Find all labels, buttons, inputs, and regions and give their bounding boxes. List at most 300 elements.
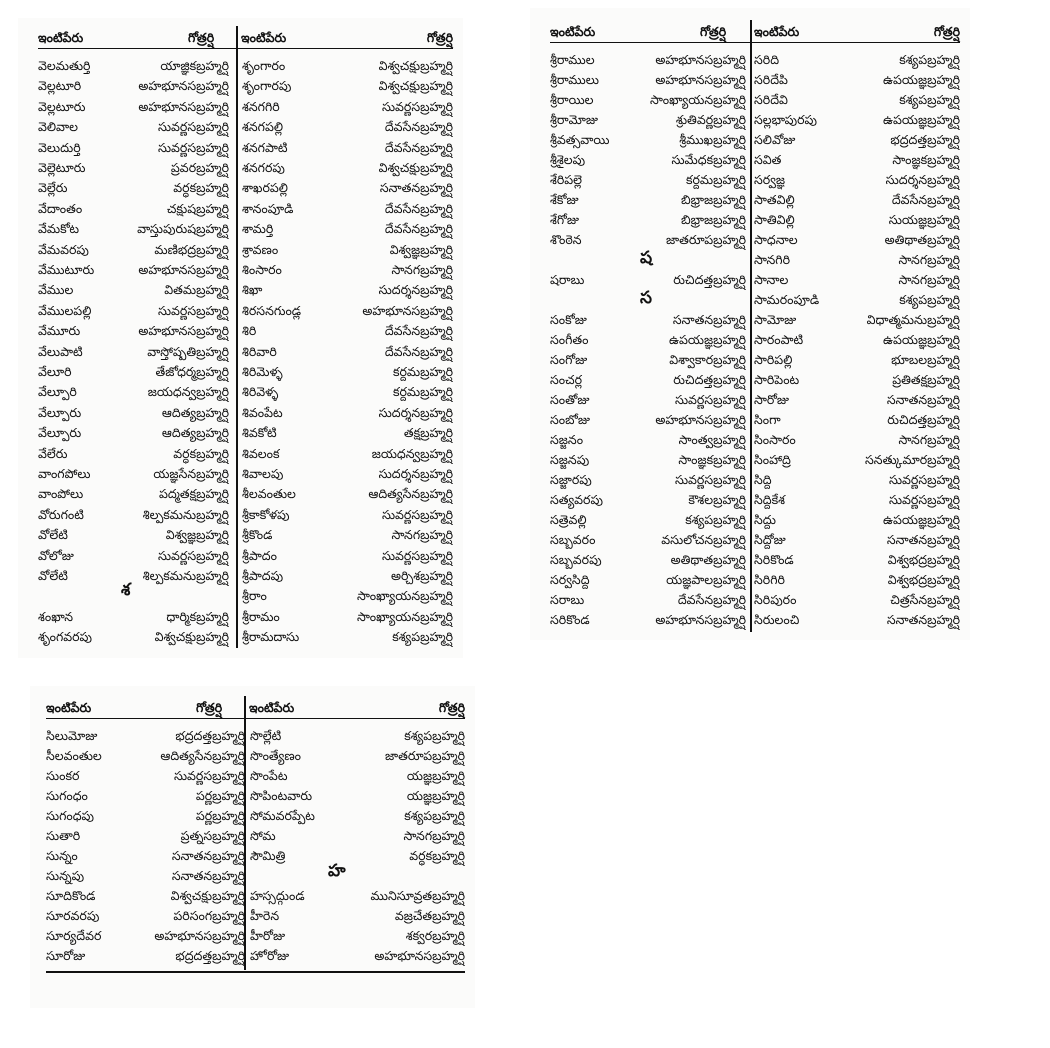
surname-cell-2: సిరిగిరి	[754, 572, 785, 587]
surname-cell-2: శిరి	[242, 323, 257, 339]
surname-cell: సత్యవరపు	[550, 492, 603, 507]
surname-cell-2: శానంపూడి	[242, 200, 294, 216]
table-row	[38, 525, 453, 545]
table-row	[550, 530, 960, 550]
surname-cell: శేకోజు	[550, 192, 579, 207]
gotram-cell: అహభూనసబ్రహ్మర్షి	[655, 612, 746, 627]
surname-cell: వోలేటి	[38, 568, 68, 583]
gotram-cell-2: విశ్వచక్షుబ్రహ్మర్షి	[378, 160, 453, 175]
table-row	[550, 70, 960, 90]
table-row	[550, 150, 960, 170]
surname-cell-2: సొంపేట	[250, 768, 288, 783]
gotram-cell: యజ్ఞసేనబ్రహ్మర్షి	[153, 466, 229, 481]
table-row	[550, 50, 960, 70]
surname-cell: సజ్జనపు	[550, 452, 590, 467]
gotram-cell-2: సానగబ్రహ్మర్షి	[898, 432, 960, 447]
gotram-cell-2: సుదర్శనబ్రహ్మర్షి	[378, 282, 453, 298]
gotram-cell-2: సానగబ్రహ్మర్షి	[898, 272, 960, 287]
surname-cell: సుతారి	[46, 828, 81, 843]
gotram-cell-2: సుదర్శనబ్రహ్మర్షి	[885, 172, 960, 187]
gotram-cell: సువర్ణసబ్రహ్మర్షి	[157, 302, 229, 318]
surname-cell: వెల్లెటూరు	[38, 160, 86, 175]
surname-cell-2: సొంత్యేణం	[250, 748, 301, 763]
gotram-cell: సుమేధకబ్రహ్మర్షి	[671, 152, 746, 167]
surname-cell-2: సానాల	[754, 272, 789, 287]
surname-cell: వేముల	[38, 282, 74, 298]
table-row	[46, 946, 465, 966]
table-row	[550, 230, 960, 250]
surname-cell-2: సిద్ది	[754, 472, 772, 487]
gotram-cell-2: సువర్ణసబ్రహ్మర్షి	[381, 506, 453, 522]
surname-cell-2: సాతివిల్లి	[754, 212, 795, 227]
surname-cell-2: సర్వజ్ఞ	[754, 172, 786, 187]
gotram-cell-2: ప్రతితక్షబ్రహ్మర్షి	[892, 372, 960, 387]
gotram-cell: రుచిదత్తబ్రహ్మర్షి	[673, 272, 746, 287]
surname-cell: సరికొండ	[550, 612, 590, 627]
surname-cell: సిలుమోజు	[46, 728, 98, 743]
table-row	[550, 290, 960, 310]
gotram-cell: బిభ్రాజబ్రహ్మర్షి	[680, 212, 746, 227]
surname-cell: శ్రీరాయిల	[550, 92, 594, 107]
table-row	[38, 301, 453, 321]
surname-cell: వేల్పూరి	[38, 384, 77, 400]
gotram-cell: సాంత్వబ్రహ్మర్షి	[678, 432, 746, 447]
surname-cell: వెలుదుర్తి	[38, 139, 81, 155]
table-row	[550, 390, 960, 410]
gotram-cell-2: జాతరూపబ్రహ్మర్షి	[385, 748, 465, 763]
surname-header-2: ఇంటిపేరు	[241, 30, 287, 45]
surname-cell: వేమవరపు	[38, 241, 89, 257]
gotram-cell-2: దేవసేనబ్రహ్మర్షి	[384, 200, 453, 216]
surname-header: ఇంటిపేరు	[46, 700, 92, 715]
gotram-cell-2: కర్దమబ్రహ్మర్షి	[392, 364, 453, 379]
surname-cell: వేల్పూరు	[38, 425, 82, 441]
gotram-cell-2: సానగబ్రహ్మర్షి	[391, 262, 453, 277]
table-row	[46, 886, 465, 906]
gotram-cell-2: చిత్రసేనబ్రహ్మర్షి	[890, 592, 960, 607]
surname-cell-2: శివకోటి	[242, 425, 277, 441]
surname-cell-2: సరిది	[754, 52, 780, 67]
table-row	[38, 505, 453, 525]
gotram-cell-2: ఆదిత్యసేనబ్రహ్మర్షి	[368, 486, 453, 502]
gotram-cell: వసులోచనబ్రహ్మర్షి	[661, 532, 746, 547]
gotram-cell: పద్మతక్షబ్రహ్మర్షి	[158, 486, 229, 502]
surname-cell: వోలోజు	[38, 547, 74, 563]
surname-cell-2: సారిపల్లి	[754, 352, 793, 367]
surname-cell-2: శ్రీరామదాసు	[242, 629, 300, 645]
gotram-cell-2: యజ్ఞబ్రహ్మర్షి	[406, 788, 465, 803]
table-row	[38, 342, 453, 362]
panel-1	[18, 18, 463, 658]
surname-cell: సున్నపు	[46, 868, 85, 883]
gotram-cell: ఆదిత్యసేనబ్రహ్మర్షి	[160, 748, 245, 763]
table-row	[550, 450, 960, 470]
surname-cell: సుంకర	[46, 768, 80, 783]
gotram-cell-2: కశ్యపబ్రహ్మర్షి	[404, 728, 465, 743]
gotram-header: గోత్రర్షి	[700, 24, 727, 39]
table-row	[550, 370, 960, 390]
gotram-cell: విశ్వాకారబ్రహ్మర్షి	[669, 352, 746, 367]
table-row	[38, 444, 453, 464]
section-letter-sha: శ	[121, 580, 131, 600]
gotram-cell-2: సానగబ్రహ్మర్షి	[391, 527, 453, 543]
table-row	[38, 76, 453, 96]
surname-cell-2: శ్రీకొండ	[242, 527, 273, 543]
surname-cell-2: సారంపాటి	[754, 332, 804, 347]
section-letter-sa: స	[640, 288, 652, 308]
gotram-cell-2: దేవసేనబ్రహ్మర్షి	[384, 139, 453, 155]
table-row	[38, 627, 453, 647]
table-row	[38, 566, 453, 586]
gotram-cell: తేజోధర్మబ్రహ్మర్షి	[155, 364, 229, 379]
table-row	[38, 56, 453, 76]
gotram-cell-2: శక్వరబ్రహ్మర్షి	[405, 928, 465, 943]
surname-cell: వెలమతుర్తి	[38, 58, 91, 73]
gotram-cell: వర్ధకబ్రహ్మర్షి	[173, 445, 229, 461]
gotram-cell: శిల్పకమనుబ్రహ్మర్షి	[142, 506, 229, 522]
gotram-cell-2: సనత్కుమారబ్రహ్మర్షి	[865, 452, 960, 467]
gotram-cell-2: కర్దమబ్రహ్మర్షి	[392, 384, 453, 400]
gotram-cell: మణిభద్రబ్రహ్మర్షి	[154, 241, 229, 257]
gotram-cell-2: సనాతనబ్రహ్మర్షి	[886, 392, 960, 407]
surname-cell: వెల్లటూరు	[38, 98, 86, 114]
gotram-cell: సనాతనబ్రహ్మర్షి	[171, 868, 245, 883]
gotram-cell: శ్రీముఖబ్రహ్మర్షి	[679, 132, 746, 147]
panel-2	[530, 8, 970, 640]
gotram-cell-2: సాంజ్ఞకబ్రహ్మర్షి	[892, 152, 960, 167]
gotram-cell-2: ఉపయజ్ఞబ్రహ్మర్షి	[883, 332, 960, 347]
surname-cell-2: సిరికొండ	[754, 552, 794, 567]
surname-cell: సీలవంతుల	[46, 748, 102, 763]
surname-cell-2: సరిదేవి	[754, 92, 788, 107]
surname-cell-2: శనగపాటి	[242, 139, 288, 155]
surname-cell-2: శనగరపు	[242, 160, 285, 175]
table-row	[550, 590, 960, 610]
gotram-cell-2: భద్రదత్తబ్రహ్మర్షి	[890, 132, 960, 147]
table-row	[38, 280, 453, 300]
table-row	[550, 610, 960, 630]
surname-header: ఇంటిపేరు	[550, 24, 596, 39]
gotram-cell: భద్రదత్తబ్రహ్మర్షి	[175, 728, 245, 743]
gotram-cell: కౌశలబ్రహ్మర్షి	[688, 492, 746, 507]
surname-header-2: ఇంటిపేరు	[249, 700, 295, 715]
gotram-cell: శ్రుతివర్ణబ్రహ్మర్షి	[675, 112, 746, 127]
surname-cell: సరాబు	[550, 592, 585, 607]
gotram-cell-2: తక్షబ్రహ్మర్షి	[403, 425, 453, 441]
gotram-cell-2: అర్చిశబ్రహ్మర్షి	[391, 568, 453, 583]
section-letter-ssa: ష	[640, 248, 653, 268]
gotram-cell-2: మునిసూవ్రతబ్రహ్మర్షి	[370, 888, 465, 903]
gotram-cell-2: దేవసేనబ్రహ్మర్షి	[384, 343, 453, 359]
surname-cell: శొంఠెన	[550, 232, 582, 247]
gotram-cell-2: సాంఖ్యాయనబ్రహ్మర్షి	[356, 588, 453, 604]
table-row	[550, 570, 960, 590]
gotram-cell-2: విశ్వజ్ఞబ్రహ్మర్షి	[389, 241, 453, 257]
gotram-cell-2: అతిథాతబ్రహ్మర్షి	[884, 232, 960, 247]
surname-cell-2: సింగా	[754, 412, 781, 427]
table-header	[550, 20, 960, 43]
gotram-cell: అహభూనసబ్రహ్మర్షి	[154, 928, 245, 943]
gotram-cell-2: సువర్ణసబ్రహ్మర్షి	[381, 98, 453, 114]
surname-cell-2: సోమవరప్పేట	[250, 808, 315, 823]
surname-cell: వేల్పూరు	[38, 404, 82, 420]
gotram-cell-2: యజ్ఞబ్రహ్మర్షి	[406, 768, 465, 783]
gotram-cell: అహభూనసబ్రహ్మర్షి	[138, 323, 229, 339]
gotram-cell-2: సనాతనబ్రహ్మర్షి	[379, 180, 453, 196]
panel-3-rows	[46, 726, 465, 966]
gotram-cell: సువర్ణసబ్రహ్మర్షి	[157, 139, 229, 155]
surname-cell: సజ్జారపు	[550, 472, 592, 487]
surname-cell-2: సింసారం	[754, 432, 796, 447]
table-row	[38, 219, 453, 239]
gotram-cell-2: దేవసేనబ్రహ్మర్షి	[384, 119, 453, 135]
gotram-cell: సువర్ణసబ్రహ్మర్షి	[157, 547, 229, 563]
surname-cell: శేరిపల్లె	[550, 172, 583, 187]
surname-cell-2: శివలంక	[242, 445, 280, 461]
surname-cell-2: శిరివెళ్ళ	[242, 384, 279, 400]
surname-cell-2: సారిపెంట	[754, 372, 800, 387]
gotram-cell-2: సానగబ్రహ్మర్షి	[403, 828, 465, 843]
gotram-header: గోత్రర్షి	[196, 700, 223, 715]
gotram-cell-2: జయధన్వబ్రహ్మర్షి	[371, 445, 453, 461]
surname-cell-2: సిరిపురం	[754, 592, 797, 607]
table-row	[46, 746, 465, 766]
gotram-cell: అహభూనసబ్రహ్మర్షి	[655, 52, 746, 67]
gotram-cell: సువర్ణసబ్రహ్మర్షి	[674, 472, 746, 487]
gotram-cell: జాతరూపబ్రహ్మర్షి	[666, 232, 746, 247]
table-row	[38, 362, 453, 382]
surname-cell-2: శింసారం	[242, 262, 282, 277]
gotram-cell: యజ్ఞపాలబ్రహ్మర్షి	[666, 572, 746, 587]
surname-cell: శంఖాన	[38, 608, 74, 624]
surname-cell-2: శివంపేట	[242, 404, 283, 420]
gotram-cell-2: సనాతనబ్రహ్మర్షి	[886, 532, 960, 547]
gotram-cell-2: భూబలబ్రహ్మర్షి	[891, 352, 960, 367]
surname-cell: శృంగవరపు	[38, 629, 93, 645]
gotram-cell-2: అహభూనసబ్రహ్మర్షి	[374, 948, 465, 963]
table-row	[46, 726, 465, 746]
table-row	[46, 906, 465, 926]
surname-cell: సంబోజు	[550, 412, 590, 427]
surname-cell-2: శృంగారం	[242, 58, 286, 73]
gotram-cell: బిభ్రాజబ్రహ్మర్షి	[680, 192, 746, 207]
surname-cell: వోరుగంటి	[38, 506, 84, 522]
table-row	[46, 846, 465, 866]
panel-2-rows	[550, 50, 960, 630]
gotram-cell: ప్రవరబ్రహ్మర్షి	[170, 160, 229, 175]
surname-cell: వాంగపోలు	[38, 466, 91, 481]
gotram-cell-2: ఉపయజ్ఞబ్రహ్మర్షి	[883, 72, 960, 87]
surname-cell: వాంపోలు	[38, 486, 84, 502]
gotram-cell-2: విధాత్మమనుబ్రహ్మర్షి	[866, 312, 960, 327]
table-row	[46, 866, 465, 886]
surname-cell: సంగీతం	[550, 332, 589, 347]
table-row	[550, 170, 960, 190]
table-row	[38, 158, 453, 178]
surname-header: ఇంటిపేరు	[38, 30, 84, 45]
surname-cell-2: సల్లభాపురపు	[754, 112, 818, 127]
surname-cell-2: సవిత	[754, 152, 782, 167]
table-row	[550, 110, 960, 130]
table-row	[38, 546, 453, 566]
table-row	[38, 403, 453, 423]
gotram-cell: విశ్వచక్షుబ్రహ్మర్షి	[154, 629, 229, 645]
gotram-cell-2: సువర్ణసబ్రహ్మర్షి	[888, 472, 960, 487]
surname-cell: సూరోజు	[46, 948, 86, 963]
table-header	[46, 696, 465, 719]
surname-cell: సర్వసిద్ది	[550, 572, 590, 587]
surname-cell: వేములపల్లి	[38, 302, 92, 318]
surname-cell: శ్రీరాముల	[550, 52, 595, 67]
gotram-cell: ప్రత్నసబ్రహ్మర్షి	[180, 828, 245, 843]
table-row	[38, 97, 453, 117]
table-row	[550, 410, 960, 430]
surname-cell-2: శృంగారపు	[242, 78, 292, 94]
surname-cell: వేలుపాటి	[38, 343, 83, 359]
surname-cell-2: శ్రీరామం	[242, 608, 280, 624]
surname-cell: వేమూరు	[38, 323, 81, 339]
gotram-cell: సాంఖ్యాయనబ్రహ్మర్షి	[649, 92, 746, 107]
table-row	[550, 550, 960, 570]
gotram-cell: అహభూనసబ్రహ్మర్షి	[655, 72, 746, 87]
surname-cell: సుగంధం	[46, 788, 88, 803]
gotram-cell-2: దేవసేనబ్రహ్మర్షి	[384, 221, 453, 237]
gotram-cell: ఆదిత్యబ్రహ్మర్షి	[161, 404, 229, 420]
gotram-cell: వాస్తుపురుషబ్రహ్మర్షి	[137, 221, 229, 237]
gotram-cell: యాజ్ఞికబ్రహ్మర్షి	[160, 58, 229, 73]
surname-cell-2: శాఖరపల్లి	[242, 180, 288, 196]
table-row	[38, 423, 453, 443]
table-row	[38, 178, 453, 198]
gotram-cell-2: సానగబ్రహ్మర్షి	[898, 252, 960, 267]
surname-cell-2: శిరివారి	[242, 343, 277, 359]
surname-cell: సంగోజు	[550, 352, 588, 367]
surname-cell-2: సామోజు	[754, 312, 797, 327]
table-row	[38, 260, 453, 280]
gotram-header-2: గోత్రర్షి	[426, 30, 453, 45]
surname-cell: వేమకోట	[38, 221, 80, 237]
gotram-cell-2: దేవసేనబ్రహ్మర్షి	[384, 323, 453, 339]
gotram-cell-2: విశ్వభద్రబ్రహ్మర్షి	[887, 552, 960, 567]
gotram-cell-2: సుయజ్ఞబ్రహ్మర్షి	[888, 212, 960, 227]
surname-cell-2: శిఖా	[242, 282, 263, 298]
table-row	[46, 806, 465, 826]
gotram-header-2: గోత్రర్షి	[438, 700, 465, 715]
surname-cell: శ్రీరాములు	[550, 72, 599, 87]
surname-cell-2: సాతవిల్లి	[754, 192, 795, 207]
table-row	[38, 321, 453, 341]
gotram-header: గోత్రర్షి	[188, 30, 215, 45]
surname-cell-2: శివాలపు	[242, 466, 284, 481]
surname-cell-2: సామరంపూడి	[754, 292, 820, 307]
surname-cell-2: శ్రీపాదపు	[242, 568, 284, 583]
gotram-cell: సువర్ణసబ్రహ్మర్షి	[173, 768, 245, 783]
gotram-cell: శిల్పకమనుబ్రహ్మర్షి	[142, 568, 229, 583]
gotram-cell-2: దేవసేనబ్రహ్మర్షి	[891, 192, 960, 207]
gotram-cell: కర్దమబ్రహ్మర్షి	[685, 172, 746, 187]
gotram-cell: కశ్యపబ్రహ్మర్షి	[685, 512, 746, 527]
surname-cell-2: శ్రీరాం	[242, 588, 267, 604]
gotram-cell-2: రుచిదత్తబ్రహ్మర్షి	[887, 412, 960, 427]
surname-cell-2: శామర్తి	[242, 221, 274, 237]
table-row	[550, 510, 960, 530]
table-row	[38, 464, 453, 484]
surname-cell-2: శనగగిరి	[242, 98, 280, 114]
surname-cell-2: హీరోజు	[250, 928, 286, 943]
surname-cell-2: సింహాద్రి	[754, 452, 791, 467]
surname-cell-2: సౌమిత్రి	[250, 848, 286, 863]
gotram-cell: అహభూనసబ్రహ్మర్షి	[655, 412, 746, 427]
surname-cell-2: శిరసనగుండ్ల	[242, 302, 302, 318]
surname-cell: సున్నం	[46, 848, 78, 863]
table-row	[550, 310, 960, 330]
gotram-cell-2: వర్ధకబ్రహ్మర్షి	[409, 848, 465, 863]
surname-cell-2: శ్రావణం	[242, 241, 279, 257]
table-row	[46, 826, 465, 846]
surname-cell: షరాబు	[550, 272, 585, 287]
gotram-cell-2: కశ్యపబ్రహ్మర్షి	[899, 52, 960, 67]
gotram-cell: భద్రదత్తబ్రహ్మర్షి	[175, 948, 245, 963]
table-row	[46, 766, 465, 786]
surname-cell-2: సిద్దు	[754, 512, 776, 527]
gotram-cell-2: కశ్యపబ్రహ్మర్షి	[899, 292, 960, 307]
surname-cell: శ్రీవత్సవాయి	[550, 132, 610, 147]
table-row	[550, 210, 960, 230]
gotram-cell: ఆదిత్యబ్రహ్మర్షి	[161, 425, 229, 441]
gotram-cell: అహభూనసబ్రహ్మర్షి	[138, 262, 229, 277]
surname-cell-2: సరిదేపి	[754, 72, 788, 87]
table-row	[550, 90, 960, 110]
gotram-cell-2: సువర్ణసబ్రహ్మర్షి	[888, 492, 960, 507]
surname-cell-2: శ్రీకాకోళపు	[242, 506, 290, 522]
gotram-cell: సువర్ణసబ్రహ్మర్షి	[674, 392, 746, 407]
surname-header-2: ఇంటిపేరు	[754, 24, 800, 39]
table-row	[550, 190, 960, 210]
surname-cell: వెల్లేరు	[38, 180, 68, 196]
gotram-header-2: గోత్రర్షి	[933, 24, 960, 39]
gotram-cell: అహభూనసబ్రహ్మర్షి	[138, 98, 229, 114]
gotram-cell: ధార్మికబ్రహ్మర్షి	[166, 608, 229, 624]
gotram-cell-2: విశ్వచక్షుబ్రహ్మర్షి	[378, 58, 453, 73]
table-bottom-rule	[46, 971, 465, 973]
surname-cell-2: శిరిమెళ్ళ	[242, 364, 283, 379]
gotram-cell-2: విశ్వభద్రబ్రహ్మర్షి	[887, 572, 960, 587]
surname-cell: వేలేరు	[38, 445, 68, 461]
surname-cell: సూరవరపు	[46, 908, 100, 923]
table-row	[550, 250, 960, 270]
surname-cell: వెల్లటూరి	[38, 78, 82, 94]
table-row	[38, 607, 453, 627]
table-row	[550, 330, 960, 350]
gotram-cell: సాంజ్ఞకబ్రహ్మర్షి	[678, 452, 746, 467]
table-row	[38, 199, 453, 219]
table-row	[38, 240, 453, 260]
gotram-cell: పర్ణబ్రహ్మర్షి	[195, 808, 245, 823]
gotram-cell-2: సుదర్శనబ్రహ్మర్షి	[378, 466, 453, 481]
gotram-cell-2: సుదర్శనబ్రహ్మర్షి	[378, 404, 453, 420]
table-row	[46, 786, 465, 806]
gotram-cell: వాస్తోష్పతిబ్రహ్మర్షి	[147, 343, 229, 359]
gotram-cell-2: సాంఖ్యాయనబ్రహ్మర్షి	[356, 608, 453, 624]
table-row	[550, 350, 960, 370]
gotram-cell: దేవసేనబ్రహ్మర్షి	[677, 592, 746, 607]
surname-cell-2: సిద్దికేశ	[754, 492, 786, 507]
gotram-cell: ఉపయజ్ఞబ్రహ్మర్షి	[669, 332, 746, 347]
table-row	[550, 430, 960, 450]
surname-cell: శ్రీశైలపు	[550, 152, 586, 167]
table-row	[550, 130, 960, 150]
surname-cell: సుగంధపు	[46, 808, 95, 823]
